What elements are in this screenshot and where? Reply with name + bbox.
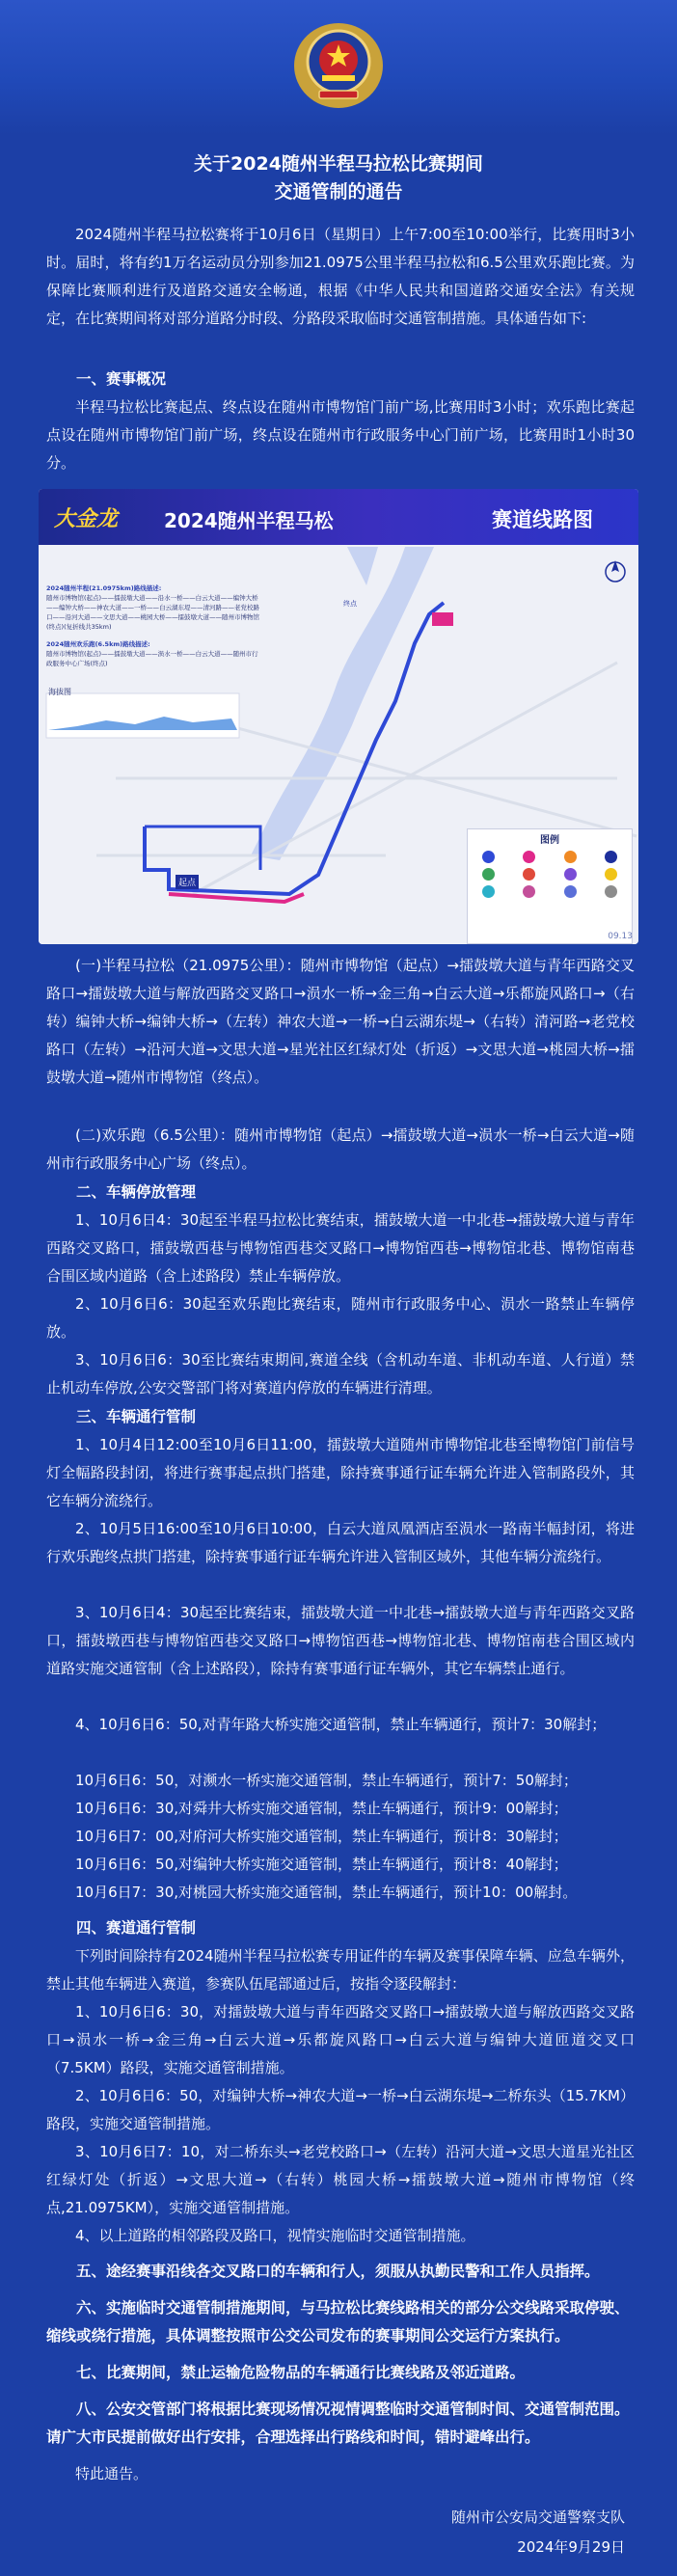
section2-item-2: 2、10月6日6：30起至欢乐跑比赛结束，随州市行政服务中心、涢水一路禁止车辆停放。: [46, 1295, 635, 1341]
first-aid-icon: [523, 868, 535, 881]
section4-item-3: 3、10月6日7：10，对二桥东头→老党校路口→（左转）沿河大道→文思大道星光社区红绿灯处（折返）→文思大道→（右转）桃园大桥→擂鼓墩大道→随州市博物馆（终点,21.0975KM），实施交通管制措施。: [46, 2143, 635, 2216]
map-title: 赛道线路图: [492, 508, 593, 531]
section2-item-1: 1、10月6日4：30起至半程马拉松比赛结束，擂鼓墩大道一中北巷→擂鼓墩大道与青年西路交叉路口，擂鼓墩西巷与博物馆西巷交叉路口→博物馆西巷→博物馆北巷、博物馆南巷合围区域内道路（含上述路段）禁止车辆停放。: [46, 1211, 635, 1285]
map-date-stamp: 09.13: [608, 932, 633, 941]
section3-sub-5: 10月6日7：30,对桃园大桥实施交通管制，禁止车辆通行，预计10：00解封。: [75, 1884, 578, 1901]
sponge-station-icon: [482, 885, 495, 898]
section3-item-4: 4、10月6日6：50,对青年路大桥实施交通管制，禁止车辆通行，预计7：30解封；: [75, 1716, 607, 1733]
section3-item-1: 1、10月4日12:00至10月6日11:00，擂鼓墩大道随州市博物馆北巷至博物馆门前信号灯全幅路段封闭，将进行赛事起点拱门搭建，除持赛事通行证车辆允许进入管制路段外，其它车辆分流绕行。: [46, 1436, 635, 1509]
section4-item-1: 1、10月6日6：30，对擂鼓墩大道与青年西路交叉路口→擂鼓墩大道与解放西路交叉路口→涢水一桥→金三角→白云大道→乐都旋风路口→白云大道与编钟大道匝道交叉口（7.5KM）路段，实施交通管制措施。: [46, 2003, 635, 2076]
signature-date: 2024年9月29日: [517, 2538, 625, 2556]
section3-item-3: 3、10月6日4：30起至比赛结束，擂鼓墩大道一中北巷→擂鼓墩大道与青年西路交叉路口，擂鼓墩西巷与博物馆西巷交叉路口→博物馆西巷→博物馆北巷、博物馆南巷合围区域内道路实施交通管制（含上述路段），除持有赛事通行证车辆外，其它车辆禁止通行。: [46, 1604, 635, 1677]
section2-item-3: 3、10月6日6：30至比赛结束期间,赛道全线（含机动车道、非机动车道、人行道）禁止机动车停放,公安交警部门将对赛道内停放的车辆进行清理。: [46, 1351, 635, 1396]
medical-station-icon: [605, 851, 617, 863]
map-brand: 大金龙: [54, 506, 119, 531]
bus-icon: [605, 885, 617, 898]
route-descriptions: [46, 583, 260, 672]
section4-intro: 下列时间除持有2024随州半程马拉松赛专用证件的车辆及赛事保障车辆、应急车辆外，禁止其他车辆进入赛道，参赛队伍尾部通过后，按指令逐段解封：: [46, 1947, 635, 1993]
fun-route-title: 2024随州欢乐跑(6.5km)路线描述:: [46, 640, 150, 648]
end-label: 终点: [343, 600, 357, 608]
half-route-text: 随州市博物馆(起点)——擂鼓墩大道——沿水一桥——白云大道——编钟大桥——编钟大桥——神农大道——一桥——白云湖东堤——清河路——老党校路口——沿河大道——文思大道——桃园大桥——擂鼓墩大道——随州市博物馆(终点)(复折线共35km): [46, 594, 259, 631]
map-legend: [467, 828, 633, 944]
fun-route-swatch-icon: [523, 851, 535, 863]
section3-sub-4: 10月6日6：50,对编钟大桥实施交通管制，禁止车辆通行，预计8：40解封；: [75, 1856, 568, 1873]
legend-title: 图例: [540, 835, 559, 846]
fun-route-text: 随州市博物馆(起点)——擂鼓墩大道——涢水一桥——白云大道——随州市行政服务中心广场(终点): [46, 650, 258, 667]
turnaround-icon: [523, 885, 535, 898]
section3-sub-3: 10月6日7：00,对府河大桥实施交通管制，禁止车辆通行，预计8：30解封；: [75, 1828, 568, 1845]
toilet-icon: [482, 868, 495, 881]
section1-heading: 一、赛事概况: [76, 370, 167, 388]
section3-item-2: 2、10月5日16:00至10月6日10:00，白云大道凤凰酒店至涢水一路南半幅封闭，将进行欢乐跑终点拱门搭建，除持赛事通行证车辆允许进入管制区域外，其他车辆分流绕行。: [46, 1520, 635, 1565]
section4-heading: 四、赛道通行管制: [76, 1919, 197, 1937]
signature-org: 随州市公安局交通警察支队: [450, 2508, 625, 2526]
notice-title-line1: 关于2024随州半程马拉松比赛期间: [194, 153, 483, 175]
timing-icon: [564, 868, 577, 881]
elevation-label: 海拔图: [48, 688, 71, 696]
closing-text: 特此通告。: [75, 2465, 149, 2482]
half-route-title: 2024随州半程(21.0975km)路线描述:: [46, 584, 162, 592]
half-marathon-route-text: (一)半程马拉松（21.0975公里）：随州市博物馆（起点）→擂鼓墩大道与青年西路交叉路口→擂鼓墩大道与解放西路交叉路口→涢水一桥→金三角→白云大道→乐都旋风路口→（右转）编钟大桥→编钟大桥→（左转）神农大道→一桥→白云湖东堤→（右转）清河路→老党校路口（左转）→沿河大道→文思大道→星光社区红绿灯处（折返）→文思大道→桃园大桥→擂鼓墩大道→随州市博物馆（终点）。: [46, 957, 635, 1086]
section8: 八、公安交管部门将根据比赛现场情况视情调整临时交通管制时间、交通管制范围。请广大市民提前做好出行安排，合理选择出行路线和时间，错时避峰出行。: [46, 2400, 630, 2446]
section5: 五、途经赛事沿线各交叉路口的车辆和行人，须服从执勤民警和工作人员指挥。: [76, 2263, 600, 2280]
water-station-icon: [564, 851, 577, 863]
map-header: [39, 489, 638, 545]
section4-item-2: 2、10月6日6：50，对编钟大桥→神农大道→一桥→白云湖东堤→二桥东头（15.7KM）路段，实施交通管制措施。: [46, 2087, 635, 2132]
section3-sub-2: 10月6日6：30,对舜井大桥实施交通管制，禁止车辆通行，预计9：00解封；: [75, 1800, 568, 1817]
section7: 七、比赛期间，禁止运输危险物品的车辆通行比赛线路及邻近道路。: [76, 2364, 526, 2381]
route-swatch-icon: [482, 851, 495, 863]
section6: 六、实施临时交通管制措施期间，与马拉松比赛线路相关的部分公交线路采取停驶、缩线或绕行措施，具体调整按照市公交公司发布的赛事期间公交运行方案执行。: [46, 2299, 630, 2345]
police-emblem-icon: [290, 21, 387, 110]
start-label: 起点: [176, 875, 199, 889]
intro-paragraph: 2024随州半程马拉松赛将于10月6日（星期日）上午7:00至10:00举行，比赛用时3小时。届时，将有约1万名运动员分别参加21.0975公里半程马拉松和6.5公里欢乐跑比赛。为保障比赛顺利进行及道路交通安全畅通，根据《中华人民共和国道路交通安全法》有关规定，在比赛期间将对部分道路分时段、分路段采取临时交通管制措施。具体通告如下:: [46, 226, 635, 327]
fun-run-route-text: (二)欢乐跑（6.5公里）：随州市博物馆（起点）→擂鼓墩大道→涢水一桥→白云大道→随州市行政服务中心广场（终点）。: [46, 1126, 635, 1172]
route-map: [39, 489, 638, 944]
elevation-chart: [46, 693, 239, 738]
section4-item-4: 4、以上道路的相邻路段及路口，视情实施临时交通管制措施。: [75, 2227, 475, 2244]
notice-title-line2: 交通管制的通告: [274, 181, 403, 203]
section1-body: 半程马拉松比赛起点、终点设在随州市博物馆门前广场,比赛用时3小时；欢乐跑比赛起点设在随州市博物馆门前广场，终点设在随州市行政服务中心门前广场，比赛用时1小时30分。: [46, 398, 635, 472]
section2-heading: 二、车辆停放管理: [76, 1183, 197, 1201]
km-marker-icon: [564, 885, 577, 898]
section3-heading: 三、车辆通行管制: [76, 1408, 197, 1425]
refresh-station-icon: [605, 868, 617, 881]
section3-sub-1: 10月6日6：50，对濒水一桥实施交通管制，禁止车辆通行，预计7：50解封；: [75, 1772, 578, 1789]
map-brand-sub: 2024随州半程马松: [164, 509, 334, 532]
